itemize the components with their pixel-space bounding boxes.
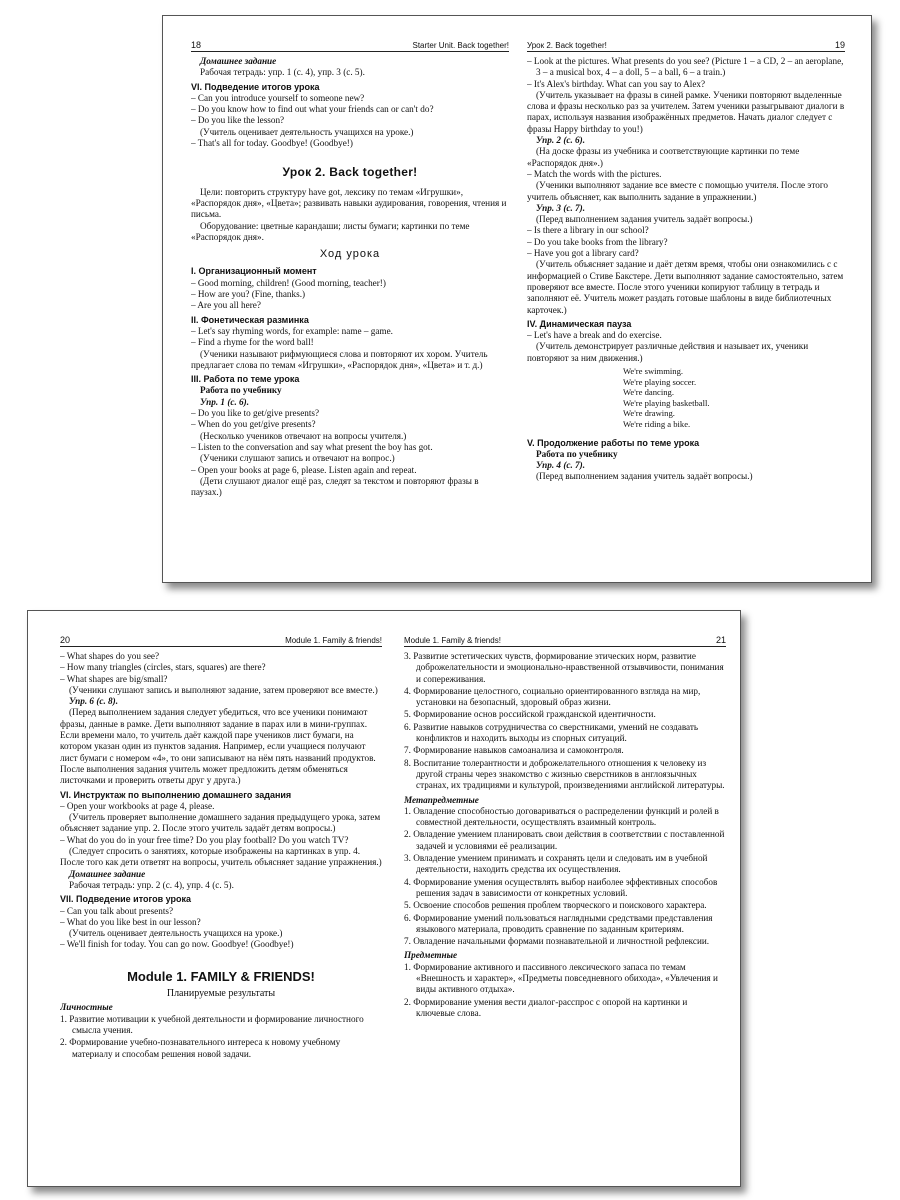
page-19	[527, 16, 845, 582]
numbered-item: 4. Формирование умения осуществлять выбор наиболее эффективных способов решения задач в зависимости от конкретных условий.	[404, 876, 718, 898]
dialogue-line: – Good morning, children! (Good morning, teacher!)	[191, 278, 509, 289]
dialogue-line: – How many triangles (circles, stars, squares) are there?	[60, 662, 382, 673]
dialogue-line: – Can you talk about presents?	[60, 906, 382, 917]
section-heading: II. Фонетическая разминка	[191, 314, 309, 325]
section-heading: VI. Подведение итогов урока	[191, 81, 320, 92]
section-heading: I. Организационный момент	[191, 266, 317, 277]
numbered-item: 2. Овладение умением планировать свои действия в соответствии с поставленной задачей и условиями её реализации.	[404, 829, 725, 851]
text-line: (Учитель оценивает деятельность учащихся на уроке.)	[69, 928, 283, 939]
dialogue-line: – Find a rhyme for the word ball!	[191, 337, 509, 348]
text-line: (Учитель оценивает деятельность учащихся на уроке.)	[200, 126, 414, 137]
section-heading: VII. Подведение итогов урока	[60, 894, 192, 905]
paragraph: (Дети слушают диалог ещё раз, следят за текстом и повторяют фразы в паузах.)	[191, 475, 479, 498]
dialogue-line: – Do you take books from the library?	[527, 237, 845, 248]
numbered-item: 7. Формирование навыков самоанализа и самоконтроля.	[404, 745, 624, 756]
lesson-plan-heading: Ход урока	[319, 248, 381, 261]
numbered-item: 6. Формирование умений пользоваться наглядными средствами представления языкового материала, проводить сравнение по заданным критериям.	[404, 912, 713, 934]
numbered-item: 7. Овладение начальными формами познавательной и личностной рефлексии.	[404, 936, 710, 947]
section-heading: V. Продолжение работы по теме урока	[527, 437, 700, 448]
text-line: (Ученики слушают запись и отвечают на вопрос.)	[200, 453, 395, 464]
dialogue-line: – Look at the pictures. What presents do you see? (Picture 1 – a CD, 2 – an aeroplane, 3 – a musical box, 4 – a doll, 5 – a ball, 6 – a train.)	[527, 56, 845, 79]
category-heading: Личностные	[60, 1002, 113, 1013]
dialogue-line: – Let's have a break and do exercise.	[527, 330, 845, 341]
paragraph: (Ученики выполняют задание все вместе с помощью учителя. После этого учитель объясняет, как выполнить задание в упражнении.)	[527, 180, 828, 202]
paragraph: (Учитель объясняет задание и даёт детям время, чтобы они ознакомились с с информацией о Стиве Бакстере. Дети выполняют задание самостоятельно, затем проверяют все вместе. После этого ученики копируют таблицу в тетрадь и заполняют её. Учитель может раздать готовые шаблоны в виде библиотечных карточек.)	[527, 259, 844, 315]
paragraph: (На доске фразы из учебника и соответствующие картинки по теме «Распорядок дня».)	[527, 146, 800, 168]
dialogue-line: – What shapes do you see?	[60, 651, 382, 662]
dialogue-line: – When do you get/give presents?	[191, 419, 509, 430]
page-20	[60, 611, 382, 1186]
numbered-item: 5. Формирование основ российской гражданской идентичности.	[404, 709, 656, 720]
running-title: Starter Unit. Back together!	[412, 41, 509, 50]
page-21	[404, 611, 726, 1186]
numbered-item: 2. Формирование учебно-познавательного интереса к новому учебному материалу и способам решения новой задачи.	[60, 1037, 341, 1059]
paragraph: Цели: повторить структуру have got, лексику по темам «Игрушки», «Распорядок дня», «Цвета»; развивать навыки аудирования, говорения, чтения и письма.	[191, 186, 507, 220]
paragraph: (Ученики слушают запись и выполняют задание, затем проверяют все вместе.)	[69, 684, 378, 695]
dialogue-line: – Do you like the lesson?	[191, 115, 509, 126]
subheading: Домашнее задание	[69, 868, 146, 879]
numbered-item: 6. Развитие навыков сотрудничества со сверстниками, умений не создавать конфликтов и находить выходы из спорных ситуаций.	[404, 721, 699, 744]
dialogue-line: – Is there a library in our school?	[527, 225, 845, 236]
dialogue-line: – Can you introduce yourself to someone new?	[191, 93, 509, 104]
page-number: 20	[60, 635, 71, 645]
section-heading: III. Работа по теме урока	[191, 374, 300, 385]
dialogue-line: – Have you got a library card?	[527, 248, 845, 259]
numbered-item: 4. Формирование целостного, социально ориентированного взгляда на мир, установки на безопасный, здоровый образ жизни.	[404, 685, 701, 708]
dialogue-line: – What shapes are big/small?	[60, 674, 382, 685]
dialogue-line: – Match the words with the pictures.	[527, 169, 845, 180]
dialogue-line: – Let's say rhyming words, for example: name – game.	[191, 326, 509, 337]
dialogue-line: – Are you all here?	[191, 300, 509, 311]
numbered-item: 3. Развитие эстетических чувств, формирование этических норм, развитие доброжелательности и эмоционально-нравственной отзывчивости, понимания и сопереживания.	[404, 651, 724, 684]
module-title: Module 1. FAMILY & FRIENDS!	[127, 968, 315, 984]
running-header	[404, 611, 726, 647]
poem-line: We're riding a bike.	[623, 418, 691, 429]
subheading: Упр. 3 (с. 7).	[536, 202, 586, 213]
running-header	[191, 16, 509, 52]
subheading: Работа по учебнику	[536, 448, 618, 459]
dialogue-line: – We'll finish for today. You can go now. Goodbye! (Goodbye!)	[60, 939, 382, 950]
poem-line: We're dancing.	[623, 387, 674, 398]
poem-line: We're swimming.	[623, 366, 684, 377]
numbered-item: 1. Овладение способностью договариваться о распределении функций и ролей в совместной деятельности, осуществлять взаимный контроль.	[404, 805, 719, 828]
paragraph: (Учитель указывает на фразы в синей рамке. Ученики повторяют выделенные слова и фразы несколько раз за учителем. Затем ученики разыгрывают диалоги в парах, используя названия изображённых предметов. Начать диалог следует с фразы Happy birthday to you!)	[527, 89, 845, 134]
dialogue-line: – That's all for today. Goodbye! (Goodbye!)	[191, 138, 509, 149]
dialogue-line: – Open your workbooks at page 4, please.	[60, 801, 382, 812]
subheading: Упр. 6 (с. 8).	[69, 696, 119, 707]
paragraph: (Перед выполнением задания следует убедиться, что все ученики понимают фразы, данные в рамке. Дети выполняют задание в парах или в мини-группах. Если времени мало, то учитель даёт каждой паре учеников лист бумаги, на котором указан один из пунктов задания. Например, если учащиеся получают лист бумаги с номером «4», то они записывают на нём пять названий продуктов. После выполнения задания учитель может предложить детям обменяться листочками и проверить ответы друг у друга.)	[60, 707, 376, 786]
numbered-item: 5. Освоение способов решения проблем творческого и поискового характера.	[404, 900, 707, 911]
subheading: Упр. 2 (с. 6).	[536, 135, 586, 146]
numbered-item: 1. Развитие мотивации к учебной деятельности и формирование личностного смысла учения.	[60, 1013, 364, 1035]
results-heading: Планируемые результаты	[166, 988, 276, 1000]
numbered-item: 3. Овладение умением принимать и сохранять цели и следовать им в учебной деятельности, находить средства их осуществления.	[404, 853, 708, 875]
dialogue-line: – Open your books at page 6, please. Listen again and repeat.	[191, 465, 509, 476]
subheading: Домашнее задание	[200, 56, 277, 66]
category-heading: Метапредметные	[404, 794, 479, 805]
page-body	[191, 56, 509, 498]
section-heading: IV. Динамическая пауза	[527, 318, 632, 329]
book-spread-pages-20-21	[27, 610, 741, 1187]
page-number: 19	[834, 40, 845, 50]
dialogue-line: – What do you do in your free time? Do you play football? Do you watch TV?	[60, 835, 382, 846]
running-title: Урок 2. Back together!	[527, 41, 607, 50]
dialogue-line: – Do you know how to find out what your friends can or can't do?	[191, 104, 509, 115]
page-18	[191, 16, 509, 582]
paragraph: (Ученики называют рифмующиеся слова и повторяют их хором. Учитель предлагает слова по темам «Игрушки», «Распорядок дня», «Цвета» и т. д.)	[191, 348, 488, 370]
subheading: Работа по учебнику	[200, 385, 282, 396]
dialogue-line: – Listen to the conversation and say what present the boy has got.	[191, 442, 509, 453]
paragraph: (Следует спросить о занятиях, которые изображены на картинках в упр. 4. После того как дети ответят на вопросы, учитель объясняет задание упражнения.)	[60, 846, 382, 868]
running-title: Module 1. Family & friends!	[404, 636, 501, 645]
section-heading: VI. Инструктаж по выполнению домашнего задания	[60, 789, 292, 800]
text-line: (Перед выполнением задания учитель задаёт вопросы.)	[536, 471, 753, 482]
lesson-title: Урок 2. Back together!	[282, 165, 418, 180]
page-number: 21	[715, 635, 726, 645]
book-spread-pages-18-19	[162, 15, 872, 583]
subheading: Упр. 4 (с. 7).	[536, 460, 586, 471]
paragraph: (Учитель демонстрирует различные действия и называет их, ученики повторяют за ним движения.)	[527, 341, 809, 363]
poem-line: We're drawing.	[623, 408, 675, 419]
running-header	[527, 16, 845, 52]
page-number: 18	[191, 40, 202, 50]
dialogue-line: – Do you like to get/give presents?	[191, 408, 509, 419]
dialogue-line: – What do you like best in our lesson?	[60, 917, 382, 928]
numbered-item: 2. Формирование умения вести диалог-расспрос с опорой на картинки и ключевые слова.	[404, 996, 688, 1018]
paragraph: Оборудование: цветные карандаши; листы бумаги; картинки по теме «Распорядок дня».	[191, 220, 470, 242]
page-body	[60, 651, 382, 1060]
poem	[527, 366, 845, 430]
numbered-item: 8. Воспитание толерантности и доброжелательного отношения к человеку из другой страны через знакомство с жизнью сверстников в англоязычных странах, их традициями и культурой, произведениями английской литературы.	[404, 757, 725, 791]
text-line: (Перед выполнением задания учитель задаёт вопросы.)	[536, 214, 753, 225]
dialogue-line: – It's Alex's birthday. What can you say to Alex?	[527, 79, 845, 90]
poem-line: We're playing soccer.	[623, 376, 697, 387]
subheading: Упр. 1 (с. 6).	[200, 396, 250, 407]
page-body	[527, 56, 845, 483]
dialogue-line: – How are you? (Fine, thanks.)	[191, 289, 509, 300]
numbered-item: 1. Формирование активного и пассивного лексического запаса по темам «Внешность и характер», «Предметы повседневного обихода», «Увлечения и виды активного отдыха».	[404, 961, 718, 995]
page-body	[404, 651, 726, 1019]
paragraph: (Учитель проверяет выполнение домашнего задания предыдущего урока, затем объясняет задание упр. 2. После этого учитель задаёт детям вопросы.)	[60, 812, 381, 834]
category-heading: Предметные	[404, 950, 458, 961]
text-line: (Несколько учеников отвечают на вопросы учителя.)	[200, 430, 407, 441]
text-line: Рабочая тетрадь: упр. 1 (с. 4), упр. 3 (с. 5).	[200, 67, 365, 78]
text-line: Рабочая тетрадь: упр. 2 (с. 4), упр. 4 (с. 5).	[69, 879, 234, 890]
running-header	[60, 611, 382, 647]
running-title: Module 1. Family & friends!	[285, 636, 382, 645]
poem-line: We're playing basketball.	[623, 397, 710, 408]
